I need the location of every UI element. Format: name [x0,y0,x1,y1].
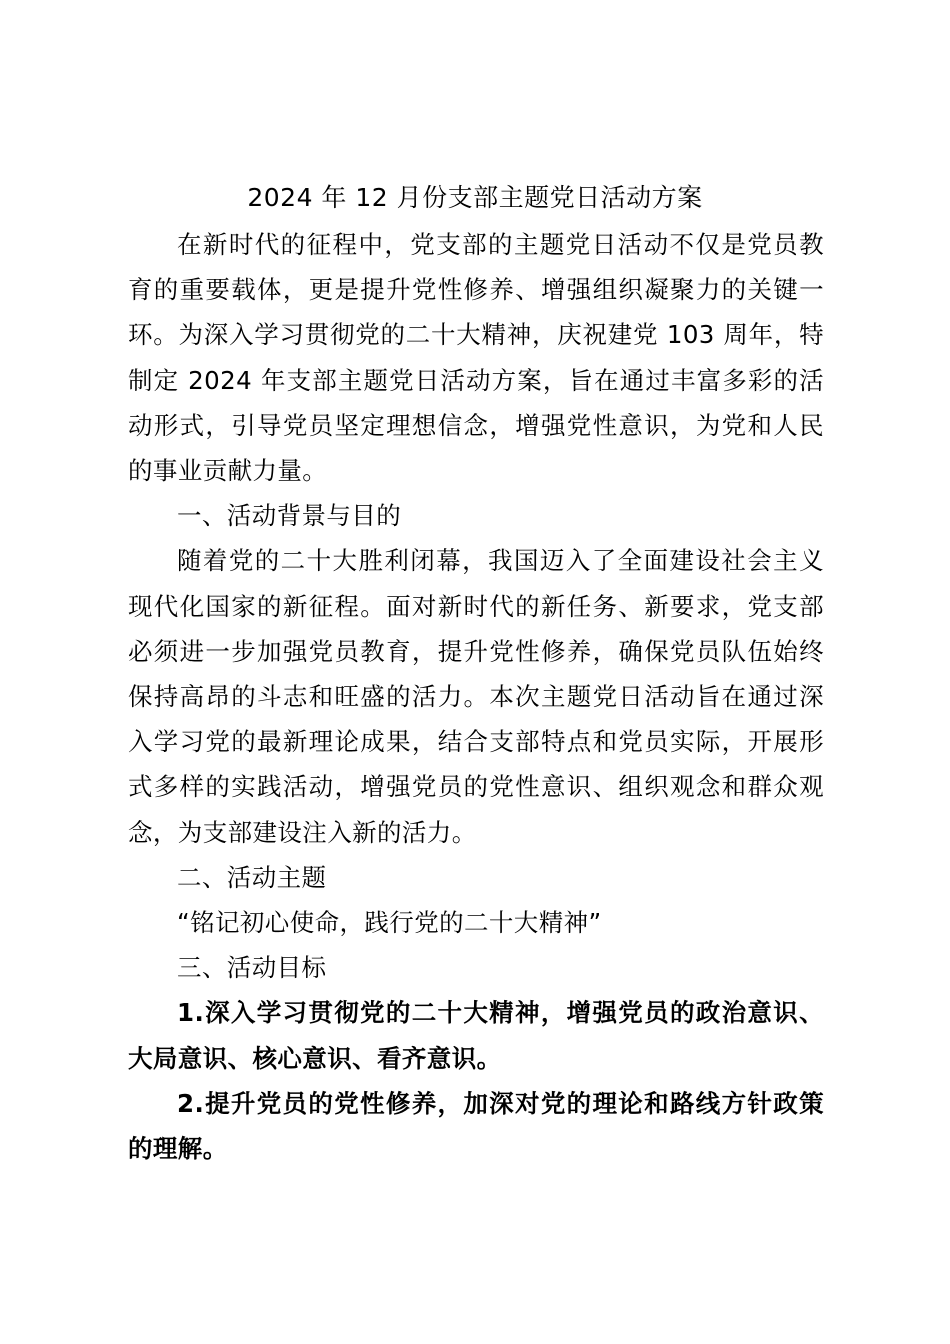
background-paragraph: 随着党的二十大胜利闭幕，我国迈入了全面建设社会主义现代化国家的新征程。面对新时代的新任务、新要求，党支部必须进一步加强党员教育，提升党性修养，确保党员队伍始终保持高昂的斗志和旺盛的活力。本次主题党日活动旨在通过深入学习党的最新理论成果，结合支部特点和党员实际，开展形式多样的实践活动，增强党员的党性意识、组织观念和群众观念，为支部建设注入新的活力。 [128,546,824,847]
goal-item-1: 1.深入学习贯彻党的二十大精神，增强党员的政治意识、大局意识、核心意识、看齐意识。 [128,998,824,1073]
section-heading-theme: 二、活动主题 [177,862,327,892]
goal-item-2: 2.提升党员的党性修养，加深对党的理论和路线方针政策的理解。 [128,1088,824,1164]
section-heading-goals: 三、活动目标 [177,953,327,983]
section-heading-background: 一、活动背景与目的 [177,501,402,531]
intro-paragraph: 在新时代的征程中，党支部的主题党日活动不仅是党员教育的重要载体，更是提升党性修养、增强组织凝聚力的关键一环。为深入学习贯彻党的二十大精神，庆祝建党 103 周年，特制定 2024 年支部主题党日活动方案，旨在通过丰富多彩的活动形式，引导党员坚定理想信念，增强党性意识，为党和人民的事业贡献力量。 [128,230,824,486]
document-title: 2024 年 12 月份支部主题党日活动方案 [247,183,703,212]
theme-paragraph: “铭记初心使命，践行党的二十大精神” [177,908,602,938]
document-body [128,222,824,1171]
